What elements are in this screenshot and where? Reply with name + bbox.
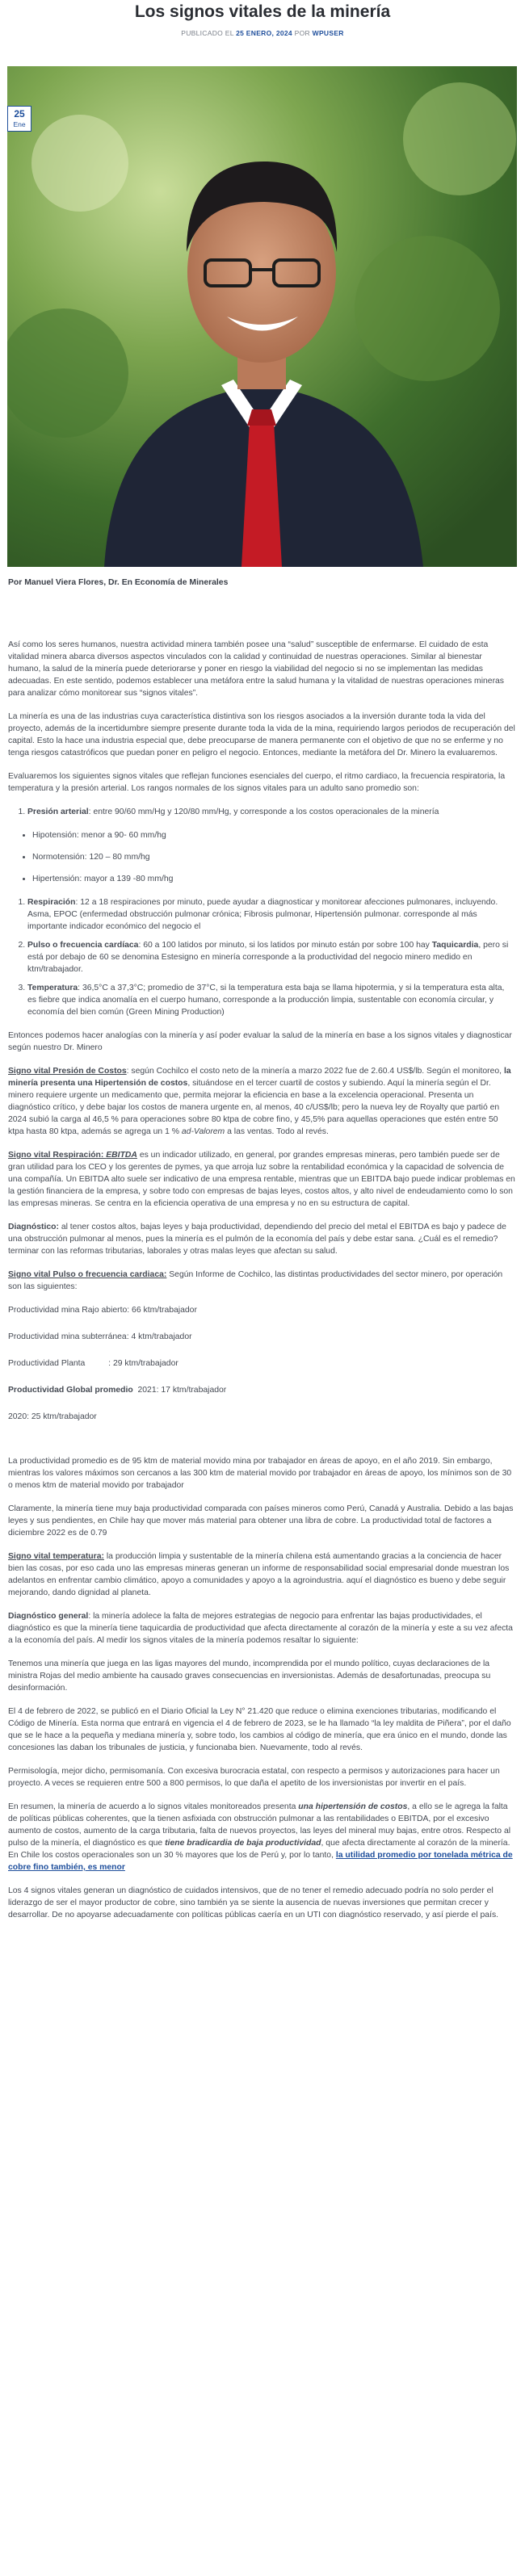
post-date-link[interactable]: 25 ENERO, 2024 (236, 29, 292, 37)
section-label: Signo vital Pulso o frecuencia cardiaca: (8, 1270, 167, 1279)
productivity-row (8, 1357, 515, 1370)
byline: Por Manuel Viera Flores, Dr. En Economía de Minerales (8, 578, 229, 587)
list-item-text: : 12 a 18 respiraciones por minuto, puede ayudar a diagnosticar y monitorear afecciones pulmonares, incluyendo. Asma, EPOC (enfermedad obstrucción pulmonar crónica; Fibrosis pulmonar, Hipertensión pulmonar. corresponde al más importante indicador económico del negocio el (27, 898, 498, 931)
diagnosis-paragraph (8, 1221, 515, 1257)
productivity-value: 4 ktm/trabajador (128, 1332, 192, 1341)
list-item-label: Taquicardia (431, 941, 479, 950)
emphasis-text: la minería presenta una Hipertensión de costos (8, 1067, 511, 1088)
analogy-paragraph: Entonces podemos hacer analogías con la minería y así poder evaluar la salud de la minería en base a los signos vitales y diagnosticar según nuestro Dr. Minero (8, 1031, 512, 1052)
post-meta (0, 29, 525, 50)
productivity-label: Productividad mina subterránea: (8, 1332, 129, 1341)
paragraph-text: En resumen, la minería de acuerdo a lo signos vitales monitoreados presenta (8, 1802, 299, 1811)
body-paragraph: El 4 de febrero de 2022, se publicó en el Diario Oficial la Ley N° 21.420 que reduce o elimina exenciones tributarias, modificando el Código de Minería. Esta norma que entrará en vigencia el 4 de febrero de 2023, se le ha llamado “la ley maldita de Piñera”, por el daño que se le hace a la pequeña y mediana minería y, sobre todo, los cambios al código de minería, que era único en el mundo, donde las concesiones las daban los tribunales de justicia, y funcionaba bien. Nuevamente, todo al revés. (8, 1707, 511, 1752)
paragraph-text: , situándose en el tercer cuartil de costos y subiendo. Aquí la minería según el Dr. minero requiere urgente un medicamento que, permita mejorar la eficiencia en base a la excelencia operacional. Presenta un diagnóstico crítico, y debe bajar los costos de manera urgente en, al menos, 40 c/US$/lb; pero la nueva ley de Royalty que partió en 2024 subió la carga al 46,5 % para operaciones sobre 80 ktpa de cobre fino, y 45,5% para aquellas operaciones que estén entre 50 ktpa hasta 80 ktpa, además se agrega un 1 % (8, 1079, 500, 1136)
body-paragraph: Claramente, la minería tiene muy baja productividad comparada con países mineros como Perú, Canadá y Australia. Debido a las bajas leyes y sus pendientes, en Chile hay que mover más material para obtener una libra de cobre. La productividad total de factores a diciembre 2022 es de 0.79 (8, 1504, 514, 1538)
list-item (27, 939, 515, 975)
list-item-label: Temperatura (27, 984, 78, 992)
productivity-row (8, 1304, 515, 1316)
list-item: • Hipertensión: mayor a 139 -80 mm/hg (32, 873, 515, 885)
pulse-paragraph (8, 1269, 515, 1293)
general-diagnosis-paragraph (8, 1610, 515, 1647)
paragraph-text: al tener costos altos, bajas leyes y baja productividad, dependiendo del precio del metal el EBITDA es bajo y padece de una obstrucción pulmonar al menos, pues la minería es el pulmón de la economía del país y debe estar sana. ¿Cuál es el remedio? terminar con las reformas tributarias, laborales y otras malas leyes que afectan su salud. (8, 1223, 506, 1256)
list-item-text: : 36,5°C a 37,3°C; promedio de 37°C, si la temperatura esta baja se llama hipotermia, y si la temperatura esta alta, es fiebre que indica anomalía en el cuerpo humano, corresponde a la producción limpia, sustentable con economía circular, y economía del bien común (Green Mining Production) (27, 984, 505, 1017)
meta-prefix: PUBLICADO EL (181, 29, 234, 37)
ebitda-paragraph (8, 1149, 515, 1210)
productivity-label: Productividad Planta (8, 1359, 86, 1368)
section-label: Signo vital temperatura: (8, 1552, 104, 1561)
productivity-label: Productividad mina Rajo abierto: (8, 1306, 130, 1315)
intro-paragraph: La minería es una de las industrias cuya característica distintiva son los riesgos asociados a la inversión durante toda la vida del proyecto, además de la incertidumbre siempre presente durante toda la vida de la mina, requiriendo largos periodos de recuperación del capital. Esto la hace una industria especial que, debe preocuparse de manera permanente con el objetivo de que no se enferme y no tenga riesgos catastróficos que puedan poner en peligro el negocio. Entonces, mediante la metáfora del Dr. Minero la evaluaremos. (8, 712, 515, 757)
temperature-paragraph (8, 1550, 515, 1599)
list-item-label: Respiración (27, 898, 76, 907)
list-item-text: , pero si está por debajo de 60 se denomina Estesigno en minería corresponde a la productividad del negocio minero medido en ktm/trabajador. (27, 941, 509, 974)
costs-paragraph (8, 1065, 515, 1138)
list-item-text: : 60 a 100 latidos por minuto, si los latidos por minuto están por sobre 100 hay (138, 941, 432, 950)
body-paragraph: Permisología, mejor dicho, permisomanía. Con excesiva burocracia estatal, con respecto a permisos y autorizaciones para hacer un proyecto. A veces se requieren entre 500 a 800 permisos, lo que daña el apetito de los inversionistas por invertir en el país. (8, 1767, 500, 1788)
section-label: Diagnóstico general (8, 1612, 89, 1621)
productivity-global-row (8, 1384, 515, 1396)
paragraph-text: la producción limpia y sustentable de la minería chilena está aumentando gracias a la conciencia de hacer bien las cosas, por eso cada uno las empresas mineras generan un informe de responsabilidad social empresarial donde muestran los adelantos en enfrentar cambio climático, apoyo a comunidades y apoyo a la agroindustria. aquí el diagnóstico es bueno y debe seguir mejorando, dando dignidad al planeta. (8, 1552, 510, 1597)
portrait-illustration (7, 66, 517, 567)
vital-signs-list (8, 806, 515, 818)
body-paragraph: Tenemos una minería que juega en las ligas mayores del mundo, incomprendida por el mundo político, cuyas declaraciones de la ministra Rojas del medio ambiente ha causado graves consecuencias en inversionistas. Además de desafortunadas, preocupa su desinformación. (8, 1659, 491, 1693)
paragraph-text: Según Informe de Cochilco, las distintas productividades del sector minero, por operación son las siguientes: (8, 1270, 503, 1291)
productivity-value: 2021: 17 ktm/trabajador (132, 1386, 227, 1395)
date-badge-day: 25 (14, 108, 25, 120)
productivity-2020-row: 2020: 25 ktm/trabajador (8, 1412, 97, 1421)
meta-by: POR (294, 29, 310, 37)
section-label-italic: EBITDA (106, 1151, 137, 1160)
utility-per-ton-link[interactable]: la utilidad promedio por tonelada métrica de cobre fino también, es menor (8, 1851, 513, 1872)
date-badge (7, 106, 32, 132)
paragraph-text: : la minería adolece la falta de mejores estrategias de negocio para enfrentar las bajas productividades, el diagnóstico es que la minería tiene taquicardia de productividad que afecta directamente al corazón de la minería y este a su vez afecta a la economía del país. Al medir los signos vitales de la minería podemos resaltar lo siguiente: (8, 1612, 513, 1645)
list-item (27, 806, 515, 818)
vital-signs-list-continued (8, 896, 515, 1018)
productivity-row (8, 1331, 515, 1343)
page-title: Los signos vitales de la minería (134, 2, 391, 21)
productivity-value: : 29 ktm/trabajador (85, 1359, 178, 1368)
list-item: • Hipotensión: menor a 90- 60 mm/hg (32, 829, 515, 841)
list-item-label: Presión arterial (27, 808, 89, 816)
paragraph-text: es un indicador utilizado, en general, por grandes empresas mineras, pero también puede ser de gran utilidad para los CEO y los gerentes de pymes, ya que arroja luz sobre la rentabilidad económica y la capacidad de solvencia de una compañía. Un EBITDA alto suele ser indicativo de una empresa rentable, mientras que un EBITDA bajo puede indicar problemas en la gestión financiera de la empresa, y sobre todo con empresas de bajas leyes, costos altos, y alto nivel de endeudamiento como lo son las empresas mineras. Se centra en la eficiencia operativa de una empresa y no en su estructura de capital. (8, 1151, 515, 1208)
section-label: Signo vital Respiración: (8, 1151, 107, 1160)
intro-paragraph: Evaluaremos los siguientes signos vitales que reflejan funciones esenciales del cuerpo, el ritmo cardiaco, la frecuencia respiratoria, la temperatura y la presión arterial. Los rangos normales de los signos vitales para un adulto sano promedio son: (8, 772, 506, 793)
section-label: Diagnóstico: (8, 1223, 59, 1231)
intro-paragraph: Así como los seres humanos, nuestra actividad minera también posee una “salud” susceptible de enfermarse. El cuidado de esta vitalidad minera abarca diversos aspectos vinculados con la calidad y continuidad de nuestras operaciones. Similar al bienestar humano, la salud de la minería puede deteriorarse y poner en riesgo la viabilidad del negocio si no se implementan las medidas adecuadas. En este sentido, podemos establecer una metáfora entre la salud humana y la vitalidad de nuestras operaciones mineras para analizar cómo monitorear sus “signos vitales”. (8, 640, 505, 698)
paragraph-text: , a ello se le agrega la falta de políticas públicas coherentes, que la tienen asfixiada con obstrucción pulmonar a las rentabilidades o EBITDA, por el excesivo aumento de costos, aumento de la carga tributaria, falta de nuevos proyectos, las leyes del mineral muy bajas, entre otros. Respecto al pulso de la minería, el diagnóstico es que (8, 1802, 511, 1848)
list-item-text: : entre 90/60 mm/Hg y 120/80 mm/Hg, y corresponde a los costos operacionales de la minería (88, 808, 439, 816)
pressure-ranges-list (8, 829, 515, 885)
summary-paragraph (8, 1801, 515, 1873)
emphasis-text: tiene bradicardia de baja productividad (165, 1839, 321, 1848)
paragraph-text: : según Cochilco el costo neto de la minería a marzo 2022 fue de 2.60.4 US$/lb. Según el monitoreo, (126, 1067, 504, 1076)
paragraph-text: a las ventas. Todo al revés. (225, 1127, 329, 1136)
productivity-label: Productividad Global promedio (8, 1386, 133, 1395)
closing-paragraph: Los 4 signos vitales generan un diagnóstico de cuidados intensivos, que de no tener el remedio adecuado podría no solo perder el liderazgo de ser el mayor productor de cobre, sino también ya se siente la ausencia de nuevas inversiones que permitan crecer y desarrollar. De no apoyarse adecuadamente con políticas públicas caería en un UTI con diagnóstico reservado, y así pierde el país. (8, 1886, 499, 1919)
list-item (27, 896, 515, 933)
list-item: • Normotensión: 120 – 80 mm/hg (32, 851, 515, 863)
section-label: Signo vital Presión de Costos (8, 1067, 127, 1076)
productivity-value: 66 ktm/trabajador (129, 1306, 197, 1315)
list-item (27, 982, 515, 1018)
hero-portrait-image (7, 66, 517, 567)
date-badge-month: Ene (13, 120, 26, 128)
emphasis-text: una hipertensión de costos (298, 1802, 408, 1811)
author-link[interactable]: WPUSER (312, 29, 344, 37)
body-paragraph: La productividad promedio es de 95 ktm de material movido mina por trabajador en áreas de apoyo, en el año 2019. Sin embargo, mientras los valores máximos son cercanos a las 300 ktm de material movido por trabajador en áreas de apoyo, los mínimos son de 30 o menos ktm de material movido por trabajador (8, 1457, 512, 1490)
italic-term: ad-Valorem (181, 1127, 225, 1136)
list-item-label: Pulso o frecuencia cardíaca (27, 941, 139, 950)
article-body (8, 577, 515, 1932)
paragraph-text: , que afecta directamente al corazón de la minería. En Chile los costos operacionales son un 30 % mayores que los de Perú y, por lo tanto, (8, 1839, 510, 1860)
